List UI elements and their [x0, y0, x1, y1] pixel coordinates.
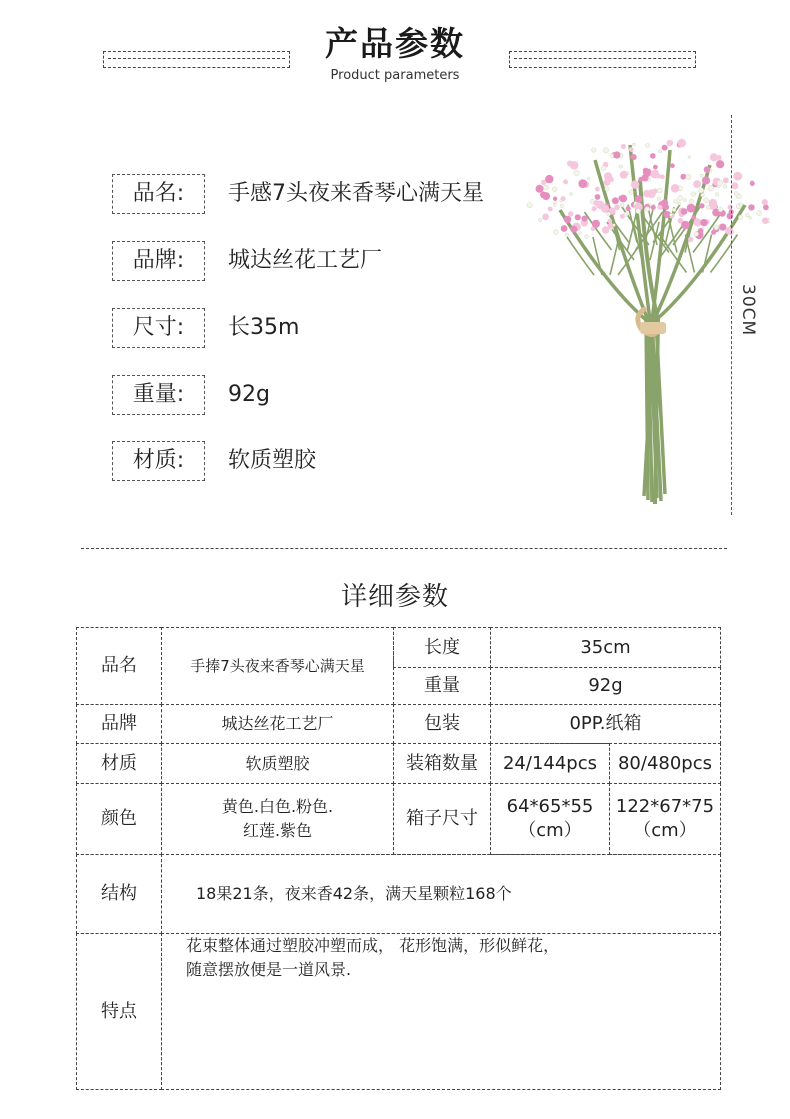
- color-value: [161, 783, 394, 855]
- color-key: 颜色: [76, 783, 162, 855]
- page-title: 产品参数: [325, 24, 465, 63]
- qty-key: 装箱数量: [393, 743, 491, 784]
- pack-value: 0PP.纸箱: [490, 704, 721, 744]
- box-value-line: （cm）: [633, 820, 697, 841]
- param-value: 长35m: [228, 315, 300, 340]
- feature-key: 特点: [76, 933, 162, 1090]
- param-value: 手感7头夜来香琴心满天星: [228, 181, 484, 206]
- feature-line: 花束整体通过塑胶冲塑而成， 花形饱满，形似鲜花，: [186, 936, 560, 955]
- brand-key: 品牌: [76, 704, 162, 744]
- section-title: 详细参数: [340, 582, 449, 612]
- box-value-1: [490, 783, 610, 855]
- box-value-line: 122*67*75: [615, 796, 715, 817]
- name-key: 品名: [76, 627, 162, 705]
- material-key: 材质: [76, 743, 162, 784]
- qty-value-2: 80/480pcs: [609, 743, 721, 784]
- structure-value: 18果21条，夜来香42条，满天星颗粒168个: [161, 854, 721, 934]
- param-label: 尺寸:: [112, 308, 205, 348]
- name-value: 手捧7头夜来香琴心满天星: [161, 627, 394, 705]
- param-value: 92g: [228, 382, 270, 407]
- section-divider: [81, 548, 727, 549]
- brand-value: 城达丝花工艺厂: [161, 704, 394, 744]
- measure-label: 30CM: [738, 284, 758, 337]
- param-label: 材质:: [112, 441, 205, 481]
- box-value-2: [609, 783, 721, 855]
- feature-value: [161, 933, 721, 1090]
- box-value-line: 64*65*55: [506, 796, 594, 817]
- box-key: 箱子尺寸: [393, 783, 491, 855]
- qty-value-1: 24/144pcs: [490, 743, 610, 784]
- box-value-line: （cm）: [518, 820, 582, 841]
- color-value-line: 红莲.紫色: [242, 821, 313, 840]
- color-value-line: 黄色.白色.粉色.: [221, 797, 334, 816]
- weight-key: 重量: [393, 667, 491, 705]
- length-key: 长度: [393, 627, 491, 668]
- measure-line: [731, 115, 732, 515]
- product-image: [520, 120, 770, 510]
- param-label: 重量:: [112, 375, 205, 415]
- param-label: 品名:: [112, 174, 205, 214]
- spec-table: [76, 627, 721, 1090]
- param-value: 软质塑胶: [228, 448, 317, 473]
- page-subtitle: Product parameters: [330, 68, 460, 83]
- structure-key: 结构: [76, 854, 162, 934]
- weight-value: 92g: [490, 667, 721, 705]
- material-value: 软质塑胶: [161, 743, 394, 784]
- param-label: 品牌:: [112, 241, 205, 281]
- feature-line: 随意摆放便是一道风景.: [186, 960, 352, 979]
- param-value: 城达丝花工艺厂: [228, 248, 383, 273]
- pack-key: 包装: [393, 704, 491, 744]
- length-value: 35cm: [490, 627, 721, 668]
